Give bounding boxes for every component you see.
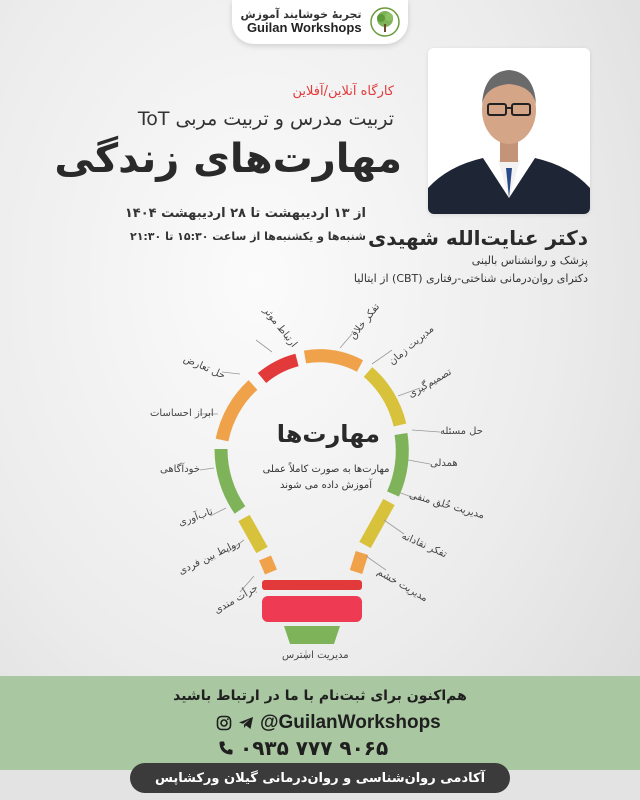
bulb-segment-yellow-right (368, 372, 400, 425)
bulb-base-green (284, 626, 340, 644)
logo-name-fa: تجربهٔ خوشایند آموزش (240, 7, 362, 21)
bulb-segment-orange-left (222, 385, 253, 440)
bulb-base-red-top (262, 580, 362, 590)
bulb-segment-yellow-lower-right (365, 502, 389, 545)
skill-self-awareness: خودآگاهی (160, 464, 200, 475)
skill-decision-making: تصمیم‌گیری (406, 366, 454, 401)
skill-expressing-emotions: ابراز احساسات (150, 408, 214, 419)
logo-name-en: Guilan Workshops (246, 19, 362, 35)
bulb-segment-green-left (221, 449, 240, 510)
skill-effective-communication: ارتباط موثر (260, 305, 299, 350)
workshop-subtitle: تربیت مدرس و تربیت مربی ToT (137, 108, 394, 130)
skill-time-management: مدیریت زمان (386, 323, 437, 368)
skill-empathy: همدلی (430, 458, 458, 469)
bulb-base-red (262, 596, 362, 622)
bulb-segment-orange-lower-right (356, 553, 362, 572)
phone-row (218, 736, 388, 760)
bulb-segment-orange-lower-left (265, 558, 271, 572)
skill-interpersonal-relations: روابط بین فردی (176, 537, 243, 578)
instructor-name: دکتر عنایت‌الله شهیدی (367, 226, 588, 250)
skill-assertiveness: جرأت مندی (212, 582, 261, 617)
skill-negative-mood-management: مدیریت خُلق منفی (407, 489, 486, 522)
workshop-mode: کارگاه آنلاین/آفلاین (292, 84, 394, 99)
date-range: از ۱۳ اردیبهشت تا ۲۸ اردیبهشت ۱۴۰۴ (124, 206, 366, 221)
skill-stress-management: مدیریت استرس (282, 650, 349, 661)
telegram-icon[interactable] (238, 715, 254, 731)
bulb-desc-line2: آموزش داده می شوند (279, 480, 373, 491)
contact-cta: هم‌اکنون برای ثبت‌نام با ما در ارتباط باشید (173, 688, 467, 704)
phone-number[interactable]: ۰۹۳۵ ۷۷۷ ۹۰۶۵ (240, 736, 389, 760)
skill-resilience: تاب‌آوری (177, 506, 215, 529)
bulb-segment-orange-top (305, 356, 360, 366)
skill-critical-thinking: تفکر نقادانه (399, 530, 449, 561)
bulb-desc-line1: مهارت‌ها به صورت کاملاً عملی (262, 464, 390, 475)
time-range: شنبه‌ها و یکشنبه‌ها از ساعت ۱۵:۳۰ تا ۲۱:۳۰ (129, 230, 366, 243)
bulb-title: مهارت‌ها (276, 420, 380, 448)
instagram-icon[interactable] (216, 715, 232, 731)
skill-conflict-resolution: حل تعارض (181, 353, 227, 382)
instructor-role: پزشک و روانشناس بالینی (471, 254, 588, 267)
phone-icon (218, 740, 234, 756)
bulb-segment-yellow-lower-left (244, 518, 262, 550)
bulb-segment-red-top (262, 360, 297, 378)
skill-creative-thinking: تفکر خلاق (347, 301, 383, 342)
footer-academy-name: آکادمی روان‌شناسی و روان‌درمانی گیلان ورکشاپس (130, 763, 510, 793)
skill-anger-management: مدیریت خشم (375, 566, 430, 605)
social-row (216, 712, 441, 734)
skill-problem-solving: حل مسئله (440, 426, 483, 437)
workshop-title: مهارت‌های زندگی (54, 136, 402, 182)
social-handle[interactable]: @GuilanWorkshops (260, 712, 441, 733)
instructor-degree: دکترای روان‌درمانی شناختی-رفتاری (CBT) از ایتالیا (353, 272, 588, 285)
